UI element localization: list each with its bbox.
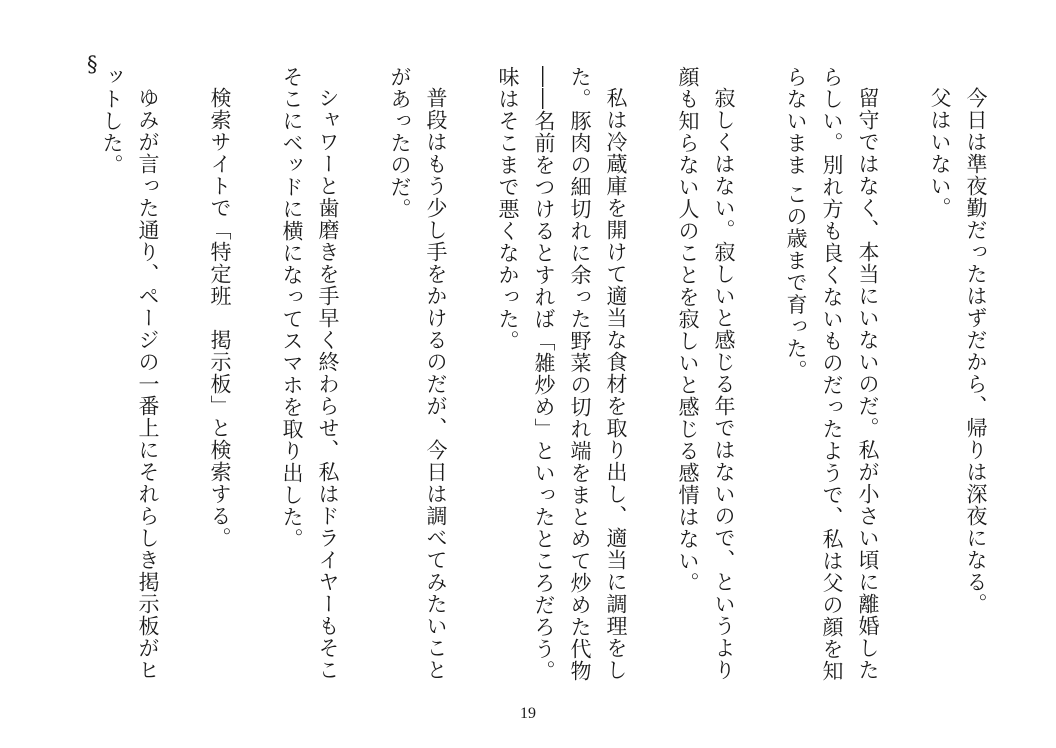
paragraph-7: シャワーと歯磨きを手早く終わらせ、私はドライヤーもそこそこにベッドに横になってスマホを取り出した。 [280,66,340,681]
section-mark: § [87,52,98,76]
blank-line [454,66,490,686]
paragraph-5: 私は冷蔵庫を開けて適当な食材を取り出し、適当に調理をした。豚肉の細切れに余った野菜の切れ端をまとめて炒めた代物――名前をつけるとすれば「雑炒め」といったところだろう。味はそこまで悪くなかった。 [496,66,628,682]
blank-line [346,66,382,686]
blank-line [886,66,922,686]
paragraph-4: 寂しくはない。寂しいと感じる年ではないので、というより顔も知らない人のことを寂しいと感じる感情はない。 [676,66,736,681]
paragraph-3: 留守ではなく、本当にいないのだ。私が小さい頃に離婚したらしい。別れ方も良くないものだったようで、私は父の顔を知らないまま この歳まで育った。 [784,66,880,682]
paragraph-8: 検索サイトで「特定班 掲示板」と検索する。 [208,87,232,549]
paragraph-2: 父はいない。 [928,87,952,219]
paragraph-9: ゆみが言った通り、ページの一番上にそれらしき掲示板がヒットした。 [100,66,160,681]
blank-line [742,66,778,686]
vertical-text-body [94,66,994,686]
paragraph-6: 普段はもう少し手をかけるのだが、今日は調べてみたいことがあったのだ。 [388,66,448,681]
blank-line [634,66,670,686]
page-number: 19 [520,705,536,722]
paragraph-1: 今日は準夜勤だったはずだから、帰りは深夜になる。 [964,87,988,615]
blank-line [238,66,274,686]
blank-line [166,66,202,686]
